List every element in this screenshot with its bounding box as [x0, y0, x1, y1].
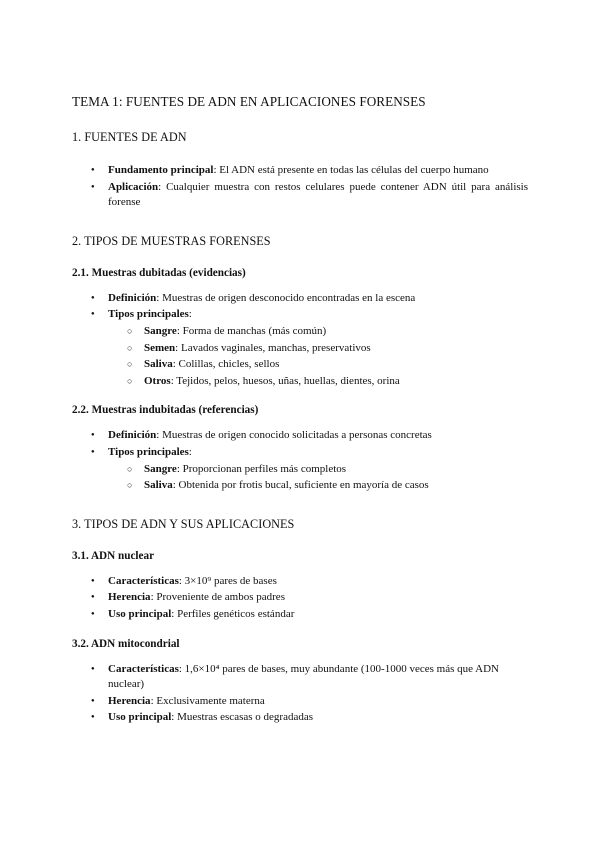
sublist: [108, 462, 528, 494]
item-text: : Colillas, chicles, sellos: [172, 358, 280, 371]
subsection-3-1-list: [72, 574, 528, 623]
item-text: : El ADN está presente en todas las células del cuerpo humano: [213, 164, 489, 176]
list-item: [72, 694, 528, 710]
item-term: Definición: [108, 429, 157, 442]
list-item: [72, 163, 528, 179]
subsection-heading-3-1: 3.1. ADN nuclear: [72, 549, 155, 562]
item-text: : Muestras de origen desconocido encontradas en la escena: [156, 291, 416, 304]
item-text: : 3×10⁹ pares de bases: [178, 574, 277, 587]
list-item: [72, 574, 528, 590]
item-term: Saliva: [144, 479, 173, 492]
document-title: TEMA 1: FUENTES DE ADN EN APLICACIONES FORENSES: [72, 94, 426, 109]
sublist: [108, 324, 528, 389]
item-term: Otros: [144, 374, 171, 387]
list-item: [72, 445, 528, 494]
item-text: : Proporcionan perfiles más completos: [176, 462, 347, 475]
item-text: :: [188, 308, 192, 321]
item-text: : Cualquier muestra con restos celulares puede contener ADN útil para análisis forense: [108, 180, 528, 209]
item-term: Aplicación: [108, 180, 159, 193]
section-heading-1: 1. FUENTES DE ADN: [72, 130, 187, 144]
item-term: Definición: [108, 291, 157, 304]
item-term: Uso principal: [108, 711, 172, 724]
list-item: [72, 180, 528, 211]
sublist-item: [108, 357, 528, 373]
subsection-2-2-list: [72, 428, 528, 493]
item-term: Herencia: [108, 591, 151, 604]
item-text: : Forma de manchas (más común): [176, 324, 327, 337]
sublist-item: [108, 374, 528, 390]
sublist-item: [108, 341, 528, 357]
sublist-item: [108, 478, 528, 494]
section-heading-2: 2. TIPOS DE MUESTRAS FORENSES: [72, 233, 271, 248]
item-text: : 1,6×10⁴ pares de bases, muy abundante (100-1000 veces más que ADN nuclear): [108, 662, 499, 691]
item-term: Características: [108, 662, 179, 675]
item-term: Fundamento principal: [108, 164, 214, 176]
list-item: [72, 662, 528, 693]
subsection-heading-2-1: 2.1. Muestras dubitadas (evidencias): [72, 266, 246, 279]
subsection-heading-3-2: 3.2. ADN mitocondrial: [72, 637, 180, 650]
section-heading-3: 3. TIPOS DE ADN Y SUS APLICACIONES: [72, 516, 295, 531]
item-text: : Perfiles genéticos estándar: [171, 607, 295, 620]
item-text: : Muestras escasas o degradadas: [171, 711, 313, 724]
subsection-heading-2-2: 2.2. Muestras indubitadas (referencias): [72, 404, 259, 417]
item-term: Uso principal: [108, 607, 172, 620]
item-text: : Muestras de origen conocido solicitadas a personas concretas: [156, 429, 432, 442]
section-1-list: [72, 163, 528, 211]
sublist-item: [108, 324, 528, 340]
list-item: [72, 590, 528, 606]
item-term: Características: [108, 574, 179, 587]
item-term: Tipos principales: [108, 445, 189, 458]
subsection-2-1-list: [72, 291, 528, 390]
subsection-3-2-list: [72, 662, 528, 726]
item-term: Sangre: [144, 324, 177, 337]
item-text: : Tejidos, pelos, huesos, uñas, huellas, dientes, orina: [170, 374, 400, 387]
item-term: Tipos principales: [108, 308, 189, 321]
item-term: Sangre: [144, 462, 177, 475]
item-text: : Proveniente de ambos padres: [150, 591, 285, 604]
list-item: [72, 307, 528, 389]
item-text: : Exclusivamente materna: [150, 694, 265, 707]
item-text: :: [188, 445, 192, 458]
list-item: [72, 607, 528, 623]
sublist-item: [108, 462, 528, 478]
item-text: : Obtenida por frotis bucal, suficiente en mayoría de casos: [172, 479, 429, 492]
item-term: Herencia: [108, 694, 151, 707]
list-item: [72, 710, 528, 726]
item-term: Semen: [144, 341, 176, 354]
document-body: [72, 94, 528, 727]
item-text: : Lavados vaginales, manchas, preservativos: [175, 341, 371, 354]
list-item: [72, 291, 528, 307]
list-item: [72, 428, 528, 444]
item-term: Saliva: [144, 358, 173, 371]
